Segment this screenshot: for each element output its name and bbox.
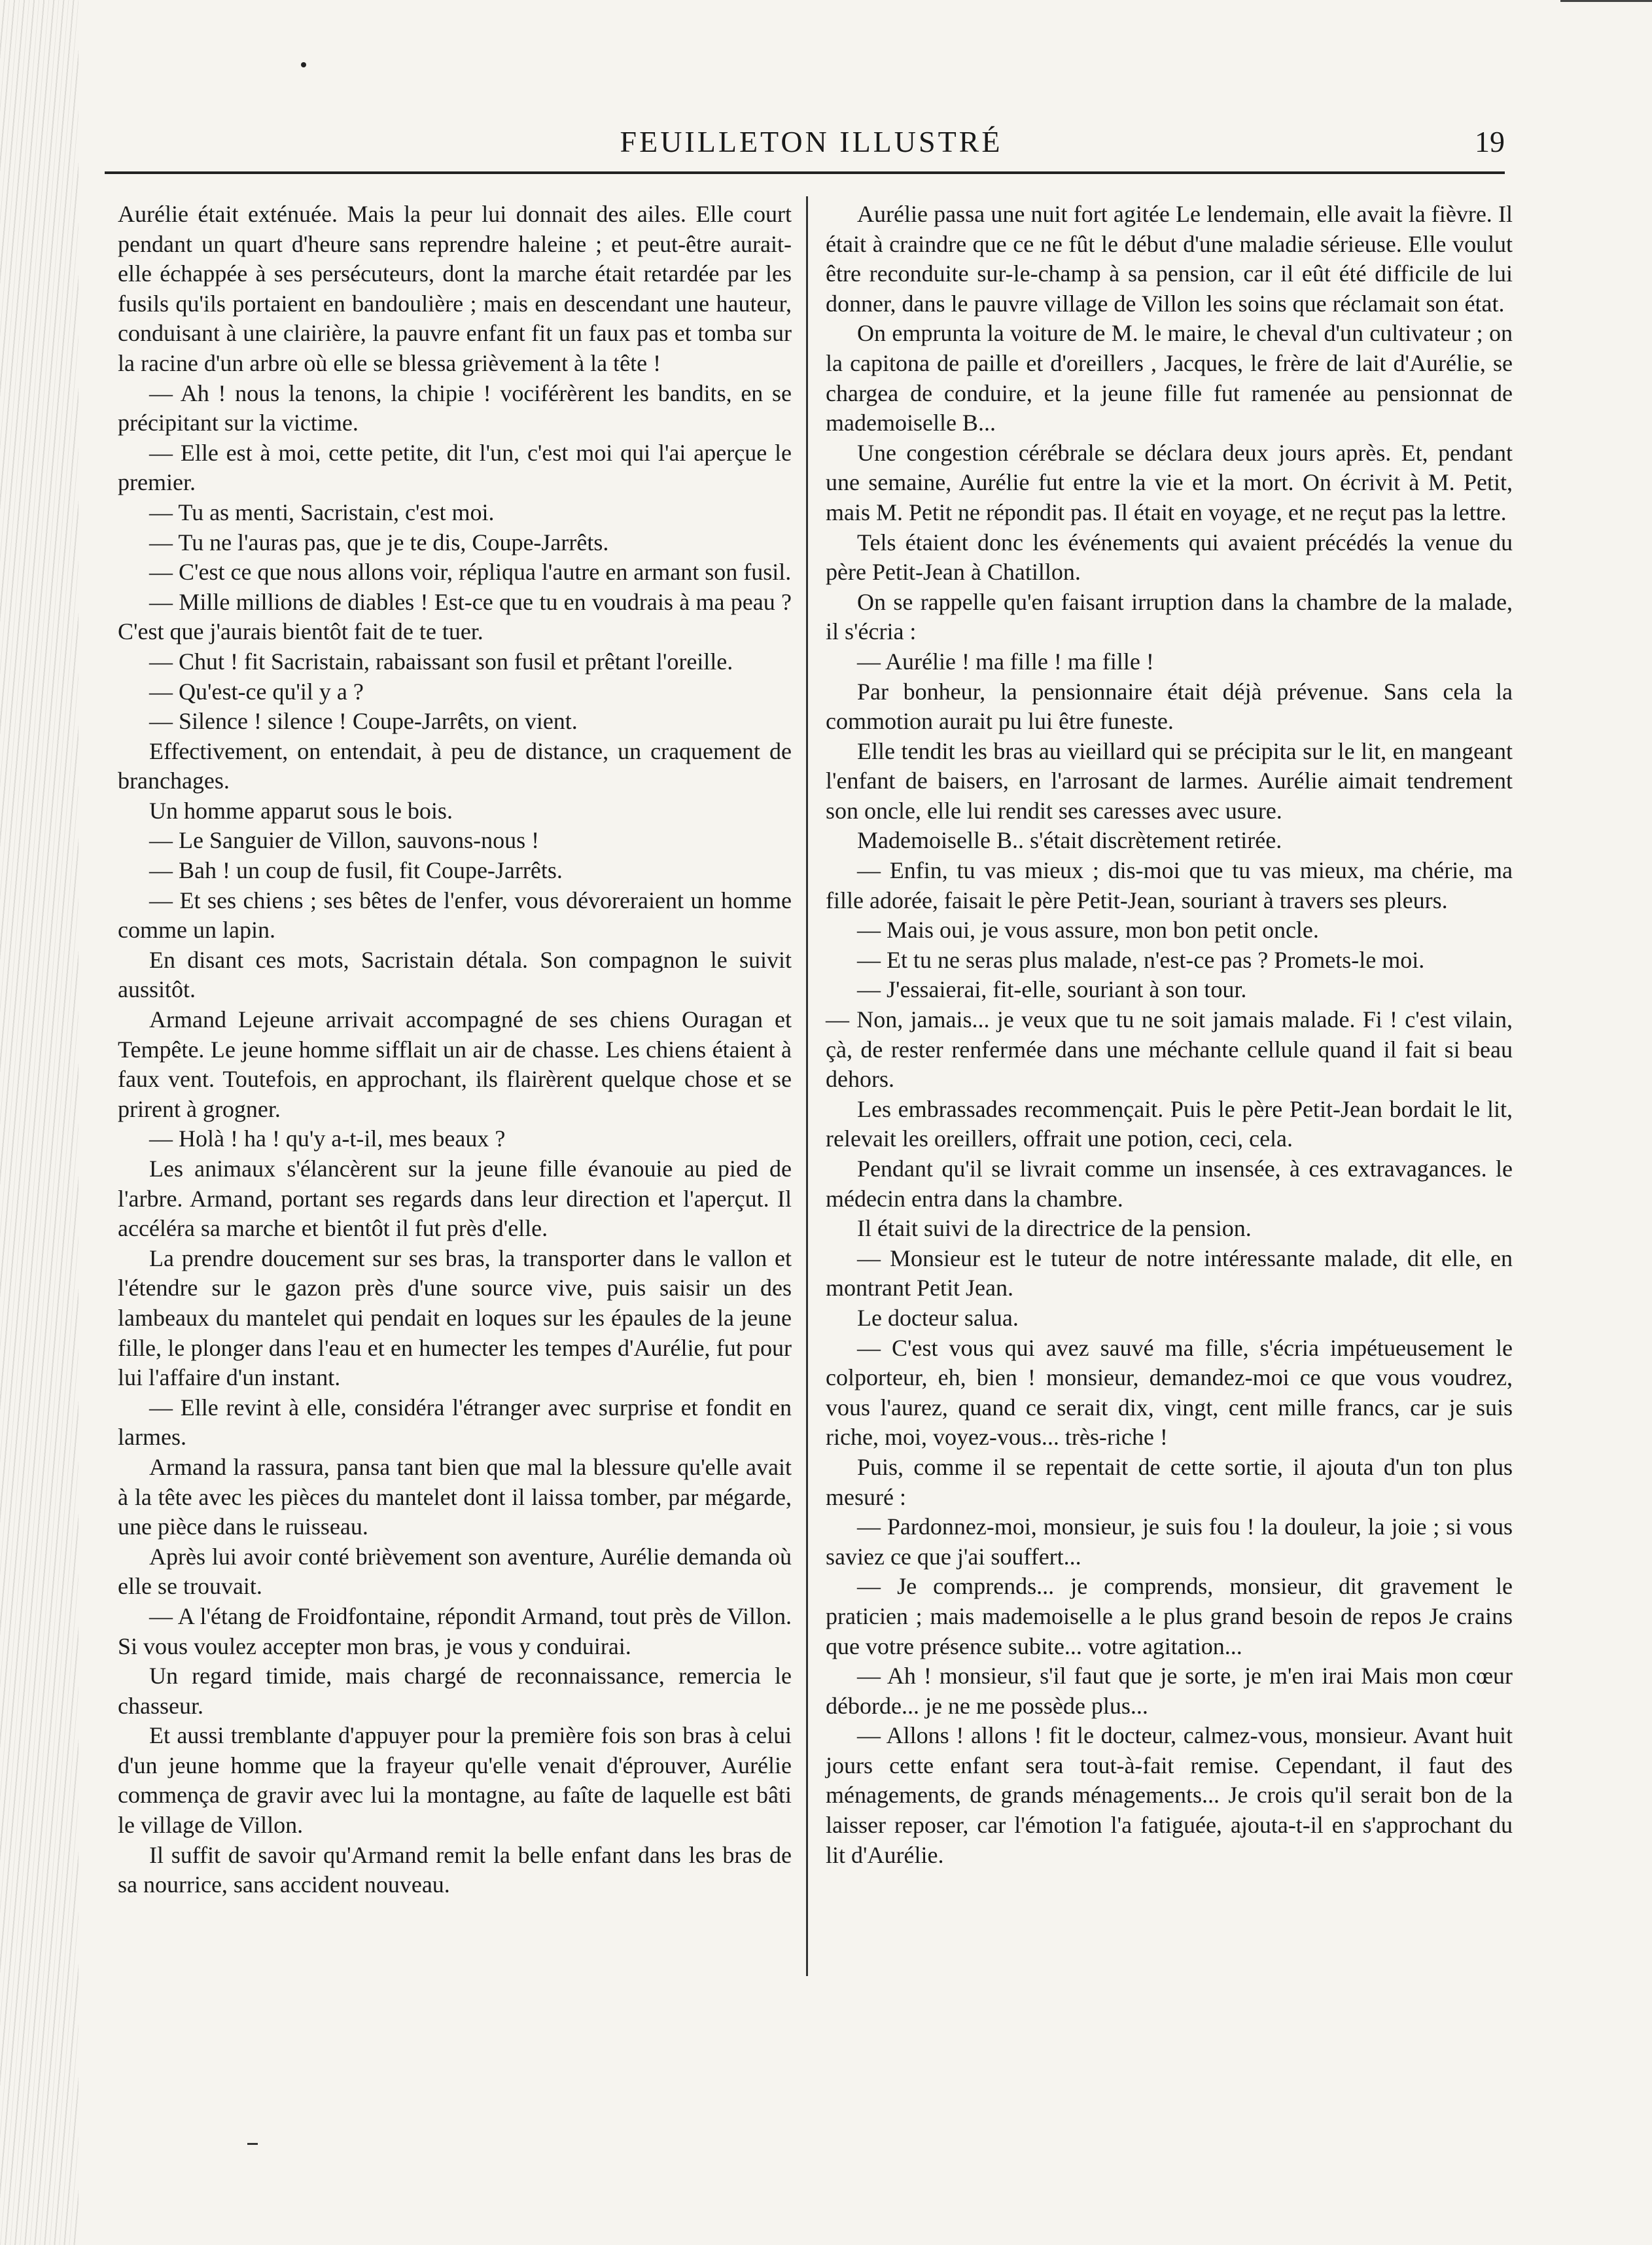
paragraph: — Bah ! un coup de fusil, fit Coupe-Jarrêts. — [149, 857, 563, 884]
page-header — [118, 124, 1505, 164]
paragraph: — Tu as menti, Sacristain, c'est moi. — [149, 499, 495, 525]
paragraph: — Qu'est-ce qu'il y a ? — [149, 678, 364, 705]
paragraph: Armand la rassura, pansa tant bien que mal la blessure qu'elle avait à la tête avec les pièces du mantelet dont il laissa tomber, par mégarde, une pièce dans le ruisseau. — [118, 1453, 792, 1540]
right-column — [826, 200, 1513, 1870]
paragraph: Les animaux s'élancèrent sur la jeune fille évanouie au pied de l'arbre. Armand, portant ses regards dans leur direction et l'aperçut. Il accéléra sa marche et bientôt il fut près d'elle. — [118, 1156, 792, 1242]
paragraph: Le docteur salua. — [857, 1304, 1019, 1331]
paragraph: Les embrassades recommençait. Puis le père Petit-Jean bordait le lit, relevait les oreillers, offrait une potion, ceci, cela. — [826, 1095, 1513, 1152]
paragraph: Armand Lejeune arrivait accompagné de ses chiens Ouragan et Tempête. Le jeune homme sifflait un air de chasse. Les chiens étaient à faux vent. Toutefois, en approchant, ils flairèrent quelque chose et se prirent à grogner. — [118, 1006, 792, 1122]
paragraph: Puis, comme il se repentait de cette sortie, il ajouta d'un ton plus mesuré : — [826, 1453, 1513, 1510]
paragraph: Une congestion cérébrale se déclara deux jours après. Et, pendant une semaine, Aurélie fut entre la vie et la mort. On écrivit à M. Petit, mais M. Petit ne répondit pas. Il était en voyage, et ne reçut pas la lettre. — [826, 439, 1513, 525]
paragraph: Mademoiselle B.. s'était discrètement retirée. — [857, 827, 1282, 854]
paragraph: — Allons ! allons ! fit le docteur, calmez-vous, monsieur. Avant huit jours cette enfant sera tout-à-fait remise. Cependant, il faut des ménagements, de grands ménagements... Je crois qu'il serait bon de la laisser reposer, car l'émotion l'a fatiguée, ajouta-t-il en s'approchant du lit d'Aurélie. — [826, 1722, 1513, 1868]
paragraph: Aurélie passa une nuit fort agitée Le lendemain, elle avait la fièvre. Il était à craindre que ce ne fût le début d'une maladie sérieuse. Elle voulut être reconduite sur-le-champ à sa pension, car il eût été difficile de lui donner, dans le pauvre village de Villon les soins que réclamait son état. — [826, 201, 1513, 317]
paragraph: Pendant qu'il se livrait comme un insensée, à ces extravagances. le médecin entra dans la chambre. — [826, 1156, 1513, 1212]
paragraph: — Aurélie ! ma fille ! ma fille ! — [857, 648, 1154, 675]
page-number: 19 — [1475, 125, 1505, 158]
paragraph: — Le Sanguier de Villon, sauvons-nous ! — [149, 827, 540, 854]
page-title: FEUILLETON ILLUSTRÉ — [620, 125, 1003, 158]
paragraph: Effectivement, on entendait, à peu de distance, un craquement de branchages. — [118, 737, 792, 794]
paragraph: — Holà ! ha ! qu'y a-t-il, mes beaux ? — [149, 1125, 506, 1152]
paragraph: — A l'étang de Froidfontaine, répondit Armand, tout près de Villon. Si vous voulez accepter mon bras, je vous y conduirai. — [118, 1602, 792, 1659]
paragraph: — Ah ! monsieur, s'il faut que je sorte, je m'en irai Mais mon cœur déborde... je ne me possède plus... — [826, 1663, 1513, 1719]
paragraph: — Mais oui, je vous assure, mon bon petit oncle. — [857, 917, 1319, 944]
paragraph: Il était suivi de la directrice de la pension. — [857, 1215, 1252, 1242]
paragraph: — Monsieur est le tuteur de notre intéressante malade, dit elle, en montrant Petit Jean. — [826, 1245, 1513, 1301]
paragraph: — Non, jamais... je veux que tu ne soit jamais malade. Fi ! c'est vilain, çà, de rester renfermée dans une méchante cellule quand il fait si beau dehors. — [826, 1006, 1513, 1093]
paragraph: Elle tendit les bras au vieillard qui se précipita sur le lit, en mangeant l'enfant de baisers, en l'arrosant de larmes. Aurélie aimait tendrement son oncle, elle lui rendit ses caresses avec usure. — [826, 737, 1513, 824]
paragraph: Tels étaient donc les événements qui avaient précédés la venue du père Petit-Jean à Chatillon. — [826, 529, 1513, 586]
header-rule — [105, 171, 1505, 174]
paragraph: — C'est ce que nous allons voir, répliqua l'autre en armant son fusil. — [149, 559, 792, 586]
paragraph: La prendre doucement sur ses bras, la transporter dans le vallon et l'étendre sur le gazon près d'une source vive, puis saisir un des lambeaux du mantelet qui pendait en loques sur les épaules de la jeune fille, le plonger dans l'eau et en humecter les tempes d'Aurélie, fut pour lui l'affaire d'un instant. — [118, 1245, 792, 1391]
paragraph: — Ah ! nous la tenons, la chipie ! vociférèrent les bandits, en se précipitant sur la victime. — [118, 380, 792, 436]
paragraph: Il suffit de savoir qu'Armand remit la belle enfant dans les bras de sa nourrice, sans accident nouveau. — [118, 1841, 792, 1898]
paragraph: — Elle est à moi, cette petite, dit l'un, c'est moi qui l'ai aperçue le premier. — [118, 439, 792, 496]
paragraph: — J'essaierai, fit-elle, souriant à son tour. — [857, 976, 1247, 1003]
paragraph: — Tu ne l'auras pas, que je te dis, Coupe-Jarrêts. — [149, 529, 609, 556]
binding-edge — [0, 0, 79, 2245]
paragraph: — Elle revint à elle, considéra l'étranger avec surprise et fondit en larmes. — [118, 1394, 792, 1451]
paragraph: Aurélie était exténuée. Mais la peur lui donnait des ailes. Elle court pendant un quart d'heure sans reprendre haleine ; et peut-être aurait-elle échappée à ses persécuteurs, dont la marche était retardée par les fusils qu'ils portaient en bandoulière ; mais en descendant une hauteur, conduisant à une clairière, la pauvre enfant fit un faux pas et tomba sur la racine d'un arbre où elle se blessa grièvement à la tête ! — [118, 201, 792, 376]
paragraph: — Je comprends... je comprends, monsieur, dit gravement le praticien ; mais mademoiselle a le plus grand besoin de repos Je crains que votre présence subite... votre agitation... — [826, 1573, 1513, 1659]
paragraph: On emprunta la voiture de M. le maire, le cheval d'un cultivateur ; on la capitona de paille et d'oreillers , Jacques, le frère de lait d'Aurélie, se chargea de conduire, et la jeune fille fut ramenée au pensionnat de mademoiselle B... — [826, 320, 1513, 436]
paragraph: — Mille millions de diables ! Est-ce que tu en voudrais à ma peau ? C'est que j'aurais bientôt fait de te tuer. — [118, 588, 792, 645]
paragraph: — C'est vous qui avez sauvé ma fille, s'écria impétueusement le colporteur, eh, bien ! monsieur, demandez-moi ce que vous voudrez, vous l'aurez, quand ce serait dix, vingt, cent mille francs, car je suis riche, moi, voyez-vous... très-riche ! — [826, 1334, 1513, 1451]
paragraph: Un homme apparut sous le bois. — [149, 797, 453, 824]
paragraph: — Enfin, tu vas mieux ; dis-moi que tu vas mieux, ma chérie, ma fille adorée, faisait le père Petit-Jean, souriant à travers ses pleurs. — [826, 857, 1513, 913]
paragraph: Par bonheur, la pensionnaire était déjà prévenue. Sans cela la commotion aurait pu lui être funeste. — [826, 678, 1513, 735]
column-divider — [806, 196, 808, 1976]
paragraph: — Chut ! fit Sacristain, rabaissant son fusil et prêtant l'oreille. — [149, 648, 733, 675]
paragraph: On se rappelle qu'en faisant irruption dans la chambre de la malade, il s'écria : — [826, 588, 1513, 645]
paragraph: Après lui avoir conté brièvement son aventure, Aurélie demanda où elle se trouvait. — [118, 1543, 792, 1600]
paragraph: Un regard timide, mais chargé de reconnaissance, remercia le chasseur. — [118, 1663, 792, 1719]
paragraph: En disant ces mots, Sacristain détala. Son compagnon le suivit aussitôt. — [118, 946, 792, 1003]
paragraph: Et aussi tremblante d'appuyer pour la première fois son bras à celui d'un jeune homme que la frayeur qu'elle venait d'éprouver, Aurélie commença de gravir avec lui la montagne, au faîte de laquelle est bâti le village de Villon. — [118, 1722, 792, 1839]
top-rule-fragment — [1560, 0, 1652, 2]
paragraph: — Silence ! silence ! Coupe-Jarrêts, on vient. — [149, 708, 578, 735]
paragraph: — Et tu ne seras plus malade, n'est-ce pas ? Promets-le moi. — [857, 946, 1425, 973]
ink-dash — [247, 2143, 258, 2145]
paragraph: — Et ses chiens ; ses bêtes de l'enfer, vous dévoreraient un homme comme un lapin. — [118, 887, 792, 944]
ink-speck — [301, 62, 306, 67]
paragraph: — Pardonnez-moi, monsieur, je suis fou ! la douleur, la joie ; si vous saviez ce que j'ai souffert... — [826, 1513, 1513, 1570]
left-column — [118, 200, 792, 1900]
